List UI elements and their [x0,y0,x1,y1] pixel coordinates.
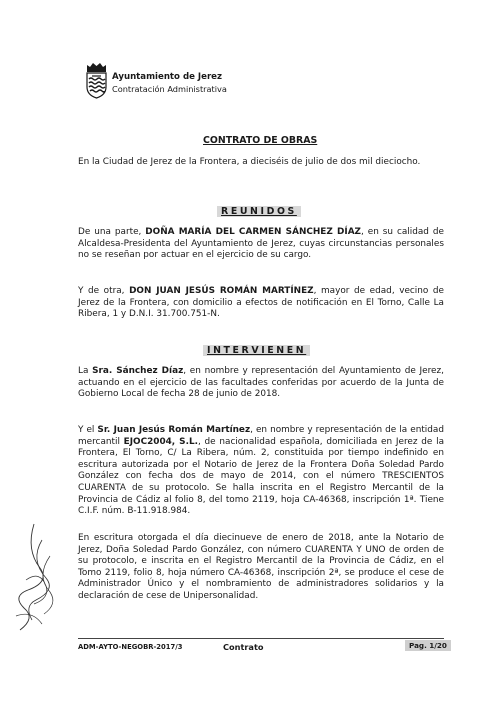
intervienen-paragraph-2: Y el Sr. Juan Jesús Román Martínez, en nombre y representación de la entidad mercantil EJOC2004, S.L., de nacionalidad española, domiciliada en Jerez de la Frontera, El Torno, C/ La Ribera, núm. 2, constituida por tiempo indefinido en escritura autorizada por el Notario de Jerez de la Frontera Doña Soledad Pardo González con fecha dos de mayo de 2014, con el número TRESCIENTOS CUARENTA de su protocolo. Se halla inscrita en el Registro Mercantil de la Provincia de Cádiz al folio 8, del tomo 2119, hoja CA-46368, inscripción 1ª. Tiene C.I.F. núm. B-11.918.984. [78,425,445,517]
signature-scribble-icon [6,520,66,635]
footer-page-number: Pag. 1/20 [405,640,451,651]
organization-name: Ayuntamiento de Jerez [112,72,223,82]
intro-paragraph: En la Ciudad de Jerez de la Frontera, a dieciséis de julio de dos mil dieciocho. [78,157,421,167]
reunidos-paragraph-1: De una parte, DOÑA MARÍA DEL CARMEN SÁNCHEZ DÍAZ, en su calidad de Alcaldesa-Presidenta del Ayuntamiento de Jerez, cuyas circunstancias personales no se reseñan por actuar en el ejercicio de su cargo. [78,227,444,261]
escritura-paragraph: En escritura otorgada el día diecinueve de enero de 2018, ante la Notario de Jerez, Doña Soledad Pardo González, con número CUARENTA Y UNO de orden de su protocolo, e inscrita en el Registro Mercantil de la Provincia de Cádiz, en el Tomo 2119, folio 8, hoja número CA-46368, inscripción 2ª, se produce el cese de Administrador Único y el nombramiento de administradores solidarios y la declaración de cese de Unipersonalidad. [78,533,444,601]
footer-divider [78,638,444,639]
section-heading-intervienen: INTERVIENEN [203,345,310,356]
intervienen-paragraph-1: La Sra. Sánchez Díaz, en nombre y representación del Ayuntamiento de Jerez, actuando en el ejercicio de las facultades conferidas por acuerdo de la Junta de Gobierno Local de fecha 28 de junio de 2018. [78,366,444,400]
party-name-contractor: DON JUAN JESÚS ROMÁN MARTÍNEZ [129,286,314,296]
footer-document-type: Contrato [223,642,264,652]
company-name: EJOC2004, S.L. [123,436,198,447]
jerez-coat-of-arms-icon [84,61,109,99]
footer-reference: ADM-AYTO-NEGOBR-2017/3 [78,643,183,651]
section-heading-reunidos: REUNIDOS [217,206,301,217]
party-name-mayor: DOÑA MARÍA DEL CARMEN SÁNCHEZ DÍAZ [145,227,361,237]
organization-department: Contratación Administrativa [112,84,227,94]
document-title: CONTRATO DE OBRAS [203,135,318,146]
reunidos-paragraph-2: Y de otra, DON JUAN JESÚS ROMÁN MARTÍNEZ, mayor de edad, vecino de Jerez de la Frontera, con domicilio a efectos de notificación en El Torno, Calle La Ribera, 1 y D.N.I. 31.700.751-N. [78,286,444,320]
